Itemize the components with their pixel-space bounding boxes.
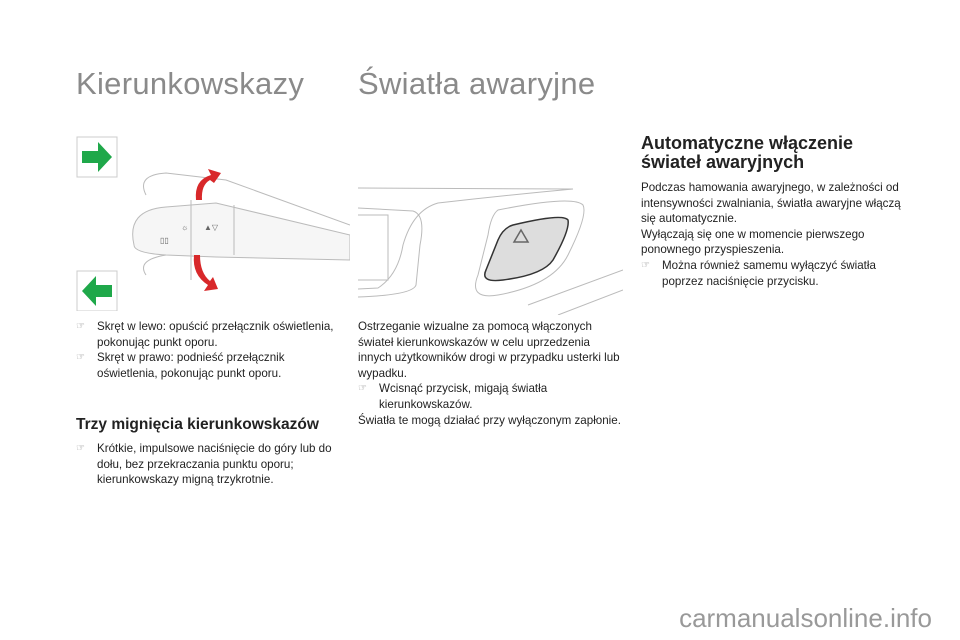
subheading-three-flashes: Trzy mignięcia kierunkowskazów [76,416,319,434]
svg-text:▯▯: ▯▯ [160,236,169,245]
pointer-bullet-icon: ☞ [76,352,85,364]
pointer-bullet-icon: ☞ [358,383,367,395]
bullet-item [76,441,346,488]
auto-hazard-para1: Podczas hamowania awaryjnego, w zależności od intensywności zwalniania, światła awaryjne włączą się automatycznie. [641,181,901,226]
title-turn-signals: Kierunkowskazy [76,66,305,101]
bullet-text: Skręt w prawo: podnieść przełącznik oświetlenia, pokonując punkt oporu. [97,351,285,380]
auto-hazard-section [641,134,911,289]
title-hazard-lights: Światła awaryjne [358,66,596,101]
auto-hazard-para2: Wyłączają się one w momencie pierwszego ponownego przyspieszenia. [641,227,865,257]
bullet-item [358,381,623,412]
svg-text:▲▽: ▲▽ [204,223,219,232]
up-red-arrow-icon [196,169,221,200]
bullet-text: Krótkie, impulsowe naciśnięcie do góry lub do dołu, bez przekraczania punktu oporu; kierunkowskazy migną trzykrotnie. [97,441,332,487]
stalk-illustration [76,135,350,311]
hazard-outro: Światła te mogą działać przy wyłączonym zapłonie. [358,413,621,427]
down-red-arrow-icon [194,255,218,291]
bullet-text: Skręt w lewo: opuścić przełącznik oświetlenia, pokonując punkt oporu. [97,320,334,349]
bullet-text: Wcisnąć przycisk, migają światła kierunkowskazów. [379,382,548,411]
svg-text:☼: ☼ [181,223,189,232]
pointer-bullet-icon: ☞ [641,259,650,271]
pointer-bullet-icon: ☞ [76,321,85,332]
hazard-text [358,319,623,428]
bullet-item [76,319,346,350]
pointer-bullet-icon: ☞ [76,442,85,454]
bullet-item [76,350,346,381]
bullet-text: Można również samemu wyłączyć światła poprzez naciśnięcie przycisku. [662,258,876,288]
turn-signal-text [76,319,346,488]
watermark: carmanualsonline.info [679,603,932,633]
hazard-button-illustration [358,175,623,315]
bullet-item [641,258,911,289]
hazard-intro: Ostrzeganie wizualne za pomocą włączonych świateł kierunkowskazów w celu uprzedzenia innych użytkowników drogi w przypadku usterki lub wypadku. [358,320,620,380]
auto-hazard-heading: Automatyczne włączenie świateł awaryjnych [641,133,854,172]
